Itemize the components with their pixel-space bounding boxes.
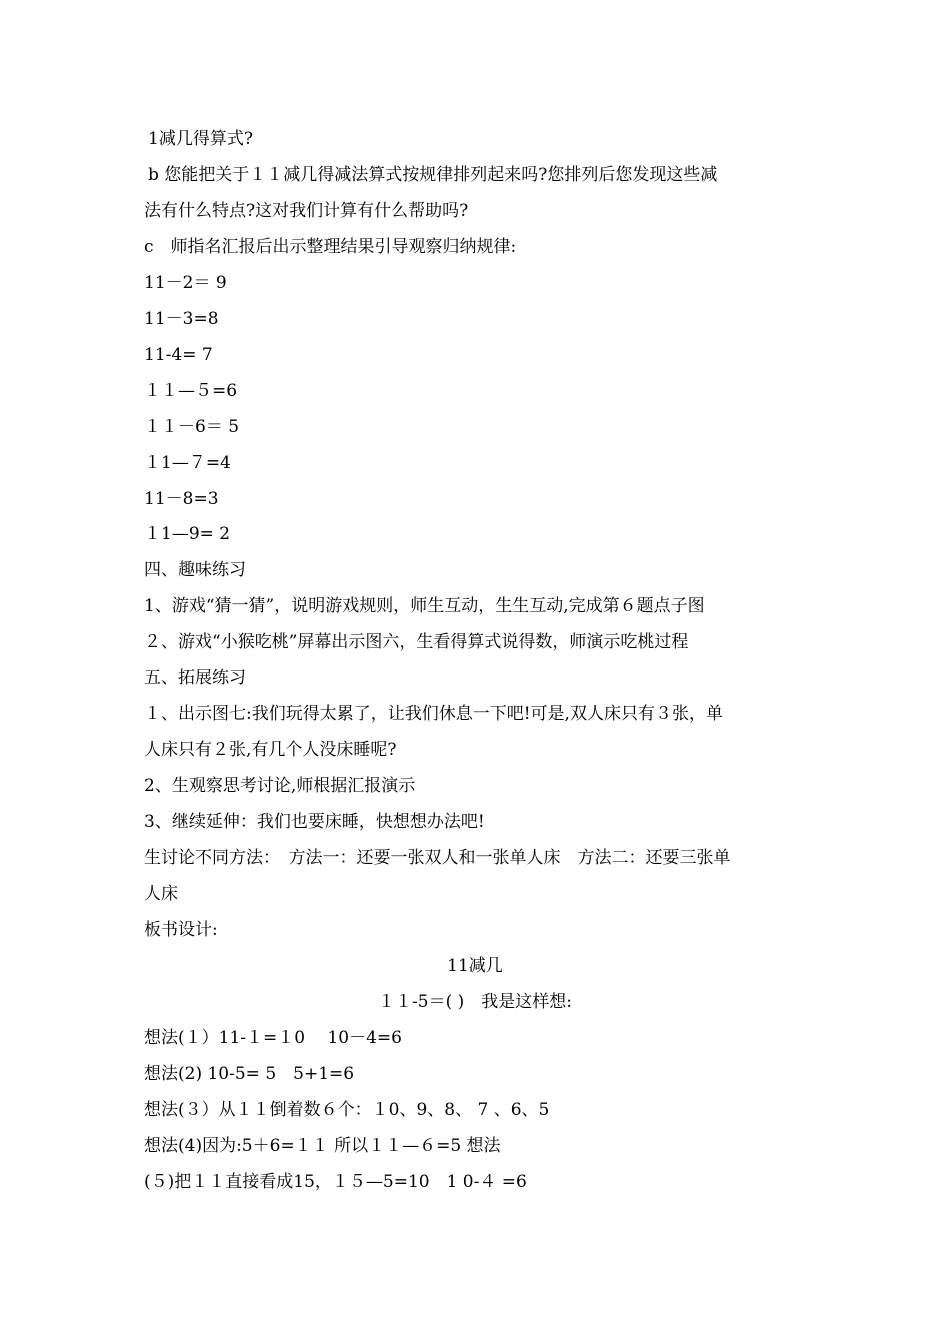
equation-line: １1—７=4 [144,453,231,473]
text-line: 3、继续延伸：我们也要床睡，快想想办法吧! [144,812,485,832]
text-line: 1减几得算式? [148,129,253,149]
board-method: 想法(4)因为:5＋6=１１ 所以１１—６=5 想法 [144,1136,501,1156]
section-heading: 五、拓展练习 [144,668,246,688]
text-line: c 师指名汇报后出示整理结果引导观察归纳规律: [144,237,517,257]
equation-line: 11-4= 7 [144,345,213,365]
equation-line: １1—9= 2 [144,524,231,544]
text-line: b 您能把关于１１减几得减法算式按规律排列起来吗?您排列后您发现这些减 [148,165,718,185]
text-line: 人床只有２张,有几个人没床睡呢? [144,740,397,760]
text-line: 2、生观察思考讨论,师根据汇报演示 [144,776,416,796]
text-line: 生讨论不同方法： 方法一：还要一张双人和一张单人床 方法二：还要三张单 [144,848,731,868]
text-line: ２、游戏“小猴吃桃”屏幕出示图六，生看得算式说得数，师演示吃桃过程 [144,632,689,652]
board-method: 想法(３）从１１倒着数６个：１0、9、8、 7 、6、5 [144,1100,550,1120]
text-line: 人床 [144,884,178,904]
board-method: (５)把１１直接看成15，１５—5=10 1 0-４ =6 [144,1172,527,1192]
equation-line: 11－3=8 [144,309,219,329]
board-problem: １１-5＝( ) 我是这样想: [378,992,572,1012]
board-title: 11减几 [447,956,503,976]
equation-line: 11－8=3 [144,489,219,509]
equation-line: １１－6＝ 5 [144,417,240,437]
text-line: 法有什么特点?这对我们计算有什么帮助吗? [144,201,469,221]
section-heading: 四、趣味练习 [144,560,246,580]
equation-line: 11－2＝ 9 [144,273,227,293]
board-method: 想法(2) 10-5= 5 5+1=6 [144,1064,355,1084]
text-line: １、出示图七:我们玩得太累了，让我们休息一下吧!可是,双人床只有３张，单 [144,704,723,724]
text-line: 板书设计: [144,920,218,940]
equation-line: １１—５=6 [144,381,238,401]
text-line: 1、游戏“猜一猜”，说明游戏规则，师生互动，生生互动,完成第６题点子图 [144,596,705,616]
board-method: 想法(１）11-１=１0 10－4=6 [144,1028,402,1048]
